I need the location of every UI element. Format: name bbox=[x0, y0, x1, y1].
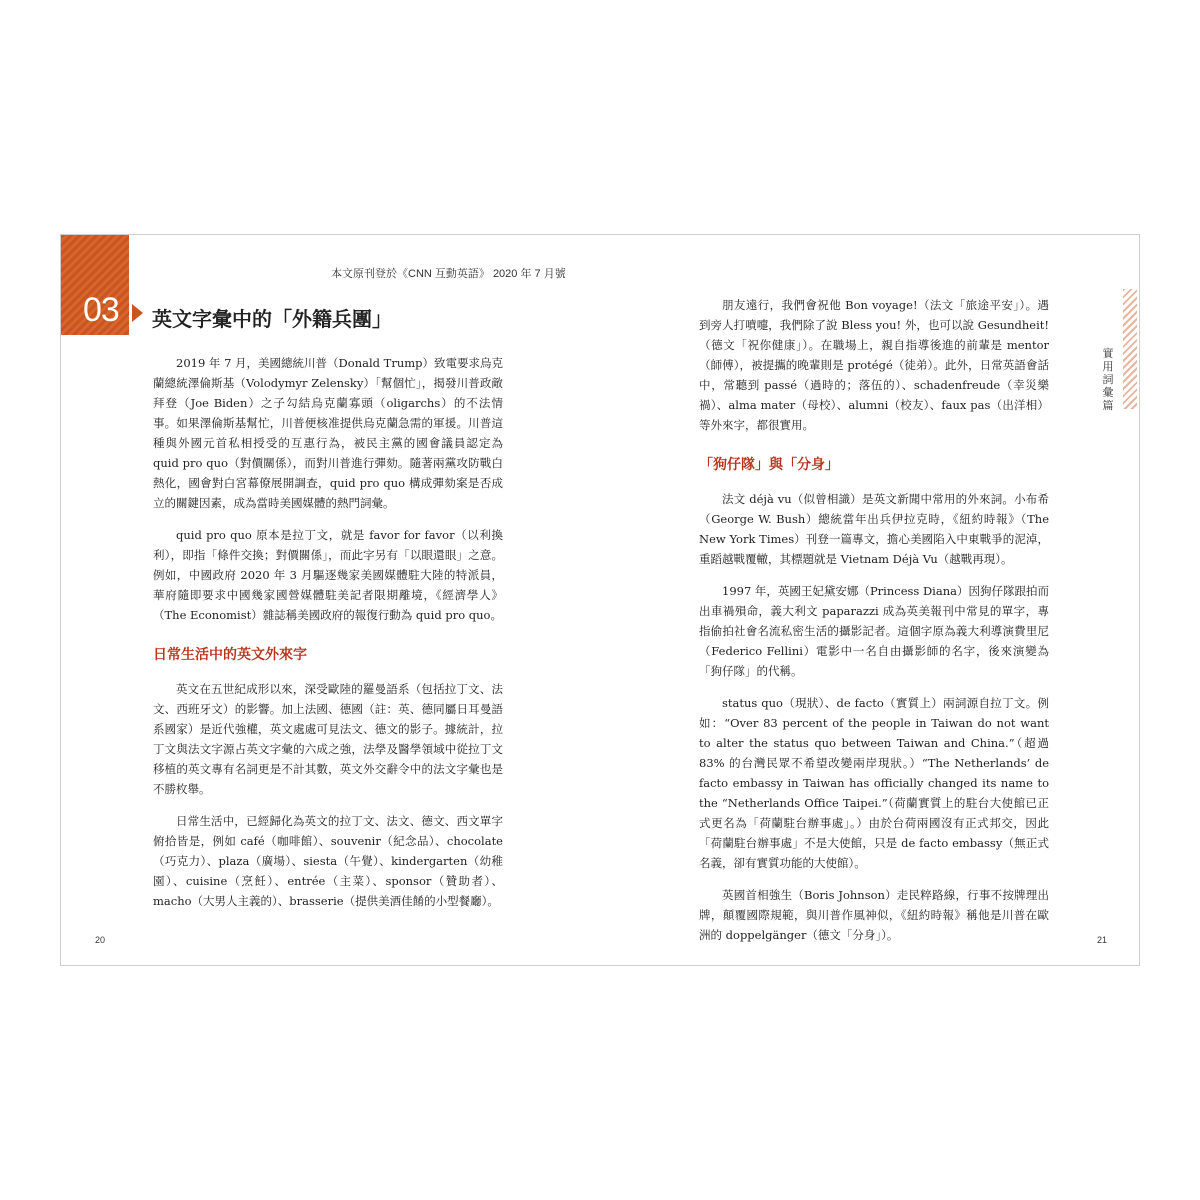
page-number: 20 bbox=[95, 935, 106, 945]
paragraph: 2019 年 7 月，美國總統川普（Donald Trump）致電要求烏克蘭總統澤倫斯基（Volodymyr Zelensky）「幫個忙」，揭發川普政敵拜登（Joe Biden）之子勾結烏克蘭寡頭（oligarchs）的不法情事。如果澤倫斯基幫忙，川普便核准提供烏克蘭急需的軍援。川普這種與外國元首私相授受的互惠行為，被民主黨的國會議員認定為 quid pro quo（對價關係），而對川普進行彈劾。隨著兩黨攻防戰白熱化，國會對白宮幕僚展開調查，quid pro quo 構成彈劾案是否成立的關鍵因素，成為當時美國媒體的熱門詞彙。 bbox=[153, 356, 503, 510]
left-page bbox=[61, 235, 601, 965]
chapter-arrow-icon bbox=[132, 304, 143, 322]
paragraph: 英文在五世紀成形以來，深受歐陸的羅曼語系（包括拉丁文、法文、西班牙文）的影響。加上法國、德國（註：英、德同屬日耳曼語系國家）是近代強權，英文處處可見法文、德文的影子。據統計，拉丁文與法文字源占英文字彙的六成之強，法學及醫學領域中從拉丁文移植的英文專有名詞更是不計其數，英文外交辭令中的法文字彙也是不勝枚舉。 bbox=[153, 682, 503, 796]
chapter-number: 03 bbox=[83, 291, 119, 329]
paragraph: 朋友遠行，我們會祝他 Bon voyage!（法文「旅途平安」）。遇到旁人打噴嚏，我們除了說 Bless you! 外，也可以說 Gesundheit!（德文「祝你健康」）。在職場上，親自指導後進的前輩是 mentor（師傅），被提攜的晚輩則是 protégé（徒弟）。此外，日常英語會話中，常聽到 passé（過時的；落伍的）、schadenfreude（幸災樂禍）、alma mater（母校）、alumni（校友）、faux pas（出洋相）等外來字，都很實用。 bbox=[699, 298, 1049, 432]
paragraph: 日常生活中，已經歸化為英文的拉丁文、法文、德文、西文單字俯拾皆是，例如 café（咖啡館）、souvenir（紀念品）、chocolate（巧克力）、plaza（廣場）、siesta（午覺）、kindergarten（幼稚園）、cuisine（烹飪）、entrée（主菜）、sponsor（贊助者）、macho（大男人主義的）、brasserie（提供美酒佳餚的小型餐廳）。 bbox=[153, 814, 503, 908]
paragraph: 1997 年，英國王妃黛安娜（Princess Diana）因狗仔隊跟拍而出車禍殞命，義大利文 paparazzi 成為英美報刊中常見的單字，專指偷拍社會名流私密生活的攝影記者。這個字原為義大利導演費里尼（Federico Fellini）電影中一名自由攝影師的名字，後來演變為「狗仔隊」的代稱。 bbox=[699, 584, 1049, 678]
paragraph: 英國首相強生（Boris Johnson）走民粹路線，行事不按牌理出牌，顛覆國際規範，與川普作風神似，《紐約時報》稱他是川普在歐洲的 doppelgänger（德文「分身」）。 bbox=[699, 888, 1049, 942]
article-title: 英文字彙中的「外籍兵團」 bbox=[152, 307, 392, 331]
section-heading: 日常生活中的英文外來字 bbox=[153, 647, 307, 663]
left-column bbox=[153, 353, 503, 923]
paragraph: 法文 déjà vu（似曾相識）是英文新聞中常用的外來詞。小布希（George W. Bush）總統當年出兵伊拉克時，《紐約時報》（The New York Times）刊登一篇專文，擔心美國陷入中東戰爭的泥淖，重蹈越戰覆轍，其標題就是 Vietnam Déjà Vu（越戰再現）。 bbox=[699, 492, 1049, 566]
source-note: 本文原刊登於《CNN 互動英語》 2020 年 7 月號 bbox=[331, 268, 566, 280]
section-heading: 「狗仔隊」與「分身」 bbox=[699, 457, 839, 473]
paragraph: status quo（現狀）、de facto（實質上）兩詞源自拉丁文。例如：“Over 83 percent of the people in Taiwan do not want to alter the status quo between Taiwan and China.”（超過 83% 的台灣民眾不希望改變兩岸現狀。）“The Netherlands’ de facto embassy in Taiwan has officially changed its name to the “Netherlands Office Taipei.”（荷蘭實質上的駐台大使館已正式更名為「荷蘭駐台辦事處」。）由於台荷兩國沒有正式邦交，因此「荷蘭駐台辦事處」不是大使館，只是 de facto embassy（無正式名義，卻有實質功能的大使館）。 bbox=[699, 696, 1049, 870]
right-page bbox=[601, 235, 1141, 965]
side-tab-decoration bbox=[1123, 289, 1137, 409]
paragraph: quid pro quo 原本是拉丁文，就是 favor for favor（以利換利），即指「條件交換；對價關係」，而此字另有「以眼還眼」之意。例如，中國政府 2020 年 3 月驅逐幾家美國媒體駐大陸的特派員，華府隨即要求中國幾家國營媒體駐美記者限期離境，《經濟學人》（The Economist）雜誌稱美國政府的報復行動為 quid pro quo。 bbox=[153, 528, 503, 622]
book-spread bbox=[60, 234, 1140, 966]
chapter-badge bbox=[61, 235, 129, 335]
page-number: 21 bbox=[1096, 935, 1107, 945]
side-section-label: 實用詞彙篇 bbox=[1102, 347, 1114, 412]
right-column bbox=[699, 295, 1049, 957]
